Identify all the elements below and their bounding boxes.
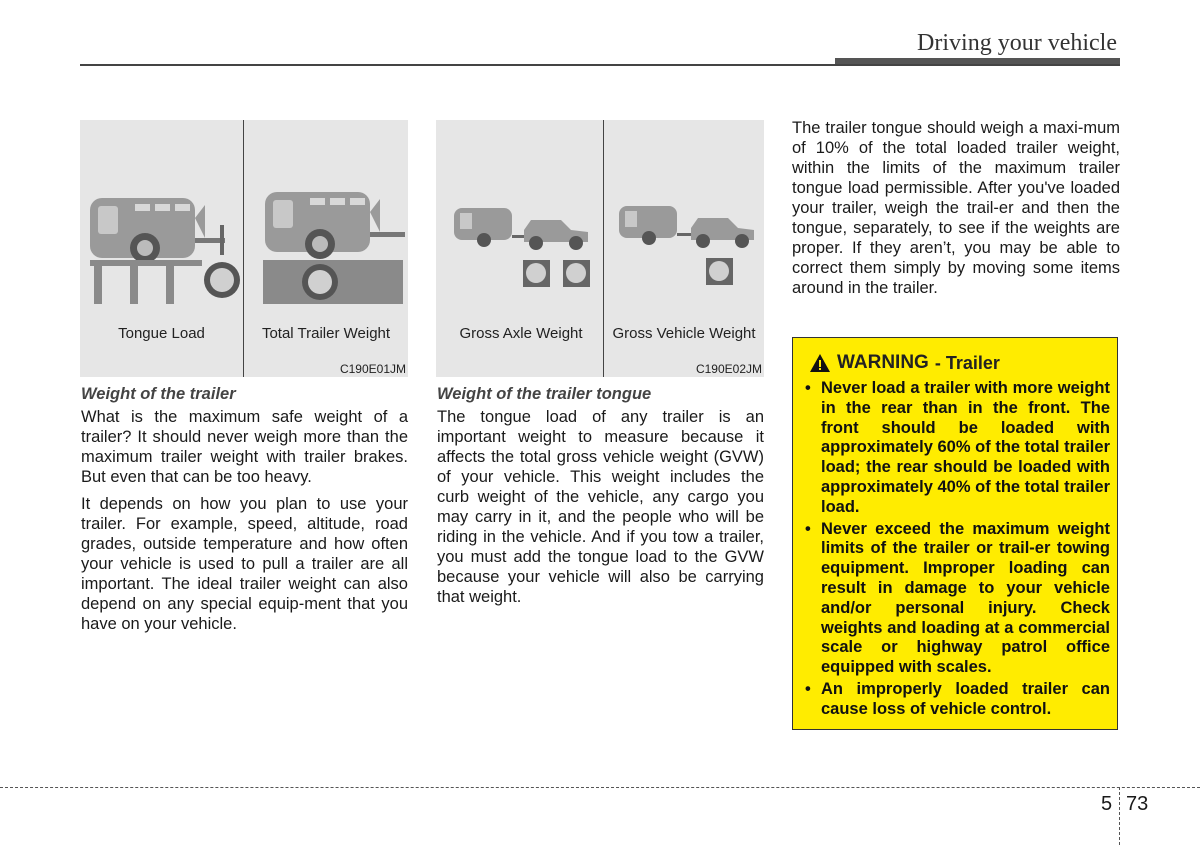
warning-item: • Never exceed the maximum weight limits of the trailer or trail-er towing equipment. Improper loading can result in damage to your vehicle and/or personal injury. Check weights and loading at a commercial scale or highway patrol office equipped with scales. <box>803 520 1110 678</box>
paragraph: The trailer tongue should weigh a maxi-mum of 10% of the total loaded trailer weight, within the limits of the maximum trailer tongue load permissible. After you've loaded your trailer, weigh the trail-er and then the tongue, separately, to see if the weights are proper. If they aren’t, you may be able to correct them simply by moving some items around in the trailer. <box>792 119 1120 297</box>
warning-subtitle: - Trailer <box>934 352 1000 373</box>
figure-label-total-trailer-weight: Total Trailer Weight <box>261 325 391 342</box>
warning-item: • Never load a trailer with more weight in the rear than in the front. The front should be loaded with approximately 60% of the total trailer load; the rear should be loaded with approximately 40% of the total trailer load. <box>803 379 1110 518</box>
figure-tongue-weight <box>436 120 764 377</box>
figure-code: C190E02JM <box>695 362 762 376</box>
vehicle-weight-illustration <box>436 120 764 320</box>
warning-title <box>809 352 1000 374</box>
warning-triangle-icon <box>809 353 831 373</box>
figure-code: C190E01JM <box>339 362 406 376</box>
footer-divider <box>1119 787 1120 845</box>
figure-label-gross-axle-weight: Gross Axle Weight <box>459 325 583 342</box>
column-tongue-weight <box>437 384 764 614</box>
running-header: Driving your vehicle <box>917 30 1117 56</box>
page-number: 73 <box>1126 793 1149 815</box>
figure-trailer-weight <box>80 120 408 377</box>
gross-axle-weight-illustration <box>454 208 590 287</box>
warning-item: • An improperly loaded trailer can cause loss of vehicle control. <box>803 680 1110 720</box>
column-tongue-guidance <box>792 118 1120 305</box>
total-trailer-weight-illustration <box>263 192 405 304</box>
paragraph: The tongue load of any trailer is an important weight to measure because it affects the total gross vehicle weight (GVW) of your vehicle. This weight includes the curb weight of the vehicle, any cargo you may carry in it, and the people who will be riding in the vehicle. And if you tow a trailer, you must add the tongue load to the GVW because your vehicle will also be carrying that weight. <box>437 408 764 606</box>
figure-label-gross-vehicle-weight: Gross Vehicle Weight <box>612 325 756 342</box>
column-trailer-weight <box>81 384 408 641</box>
paragraph: It depends on how you plan to use your trailer. For example, speed, altitude, road grades, outside temperature and how often your vehicle is used to pull a trailer are all important. The ideal trailer weight can also depend on any special equip-ment that you have on your vehicle. <box>81 495 408 633</box>
footer-rule <box>0 787 1200 788</box>
section-heading: Weight of the trailer <box>81 385 236 403</box>
tongue-load-illustration <box>90 198 240 304</box>
paragraph: What is the maximum safe weight of a trailer? It should never weigh more than the maximum trailer weight with trailer brakes. But even that can be too heavy. <box>81 408 408 486</box>
warning-label: WARNING <box>837 352 929 373</box>
warning-box <box>792 337 1118 730</box>
header-rule <box>80 64 1120 66</box>
warning-list <box>803 379 1110 722</box>
figure-label-tongue-load: Tongue Load <box>118 325 205 342</box>
chapter-number: 5 <box>1101 793 1113 815</box>
gross-vehicle-weight-illustration <box>619 206 754 285</box>
trailer-weight-illustration <box>80 120 408 320</box>
section-heading: Weight of the trailer tongue <box>437 385 652 403</box>
